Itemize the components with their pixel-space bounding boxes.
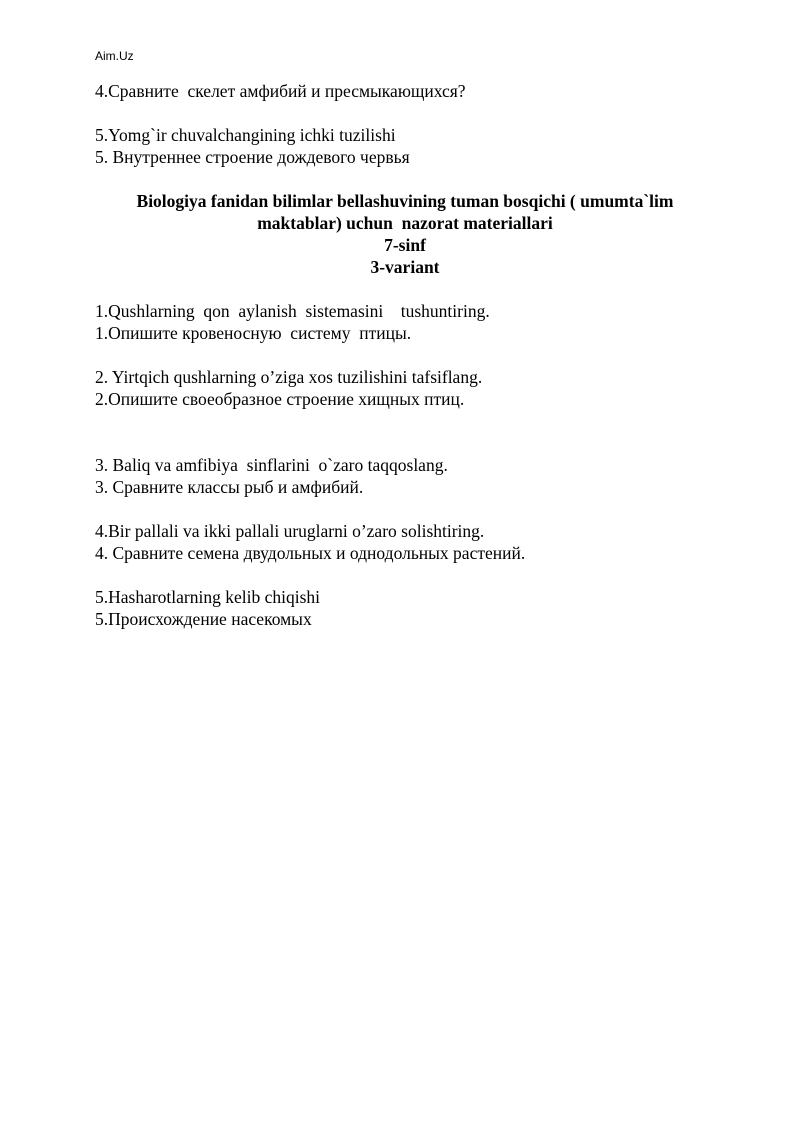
question-2-ru: 2.Опишите своеобразное строение хищных птиц. [95, 389, 465, 409]
variant-label: 3-variant [370, 257, 440, 277]
question-3-uz: 3. Baliq va amfibiya sinflarini o`zaro taqqoslang. [95, 455, 448, 475]
spacer [95, 344, 715, 366]
spacer [95, 498, 715, 520]
title-line-1: Biologiya fanidan bilimlar bellashuvining tuman bosqichi ( umumta`lim [136, 191, 674, 211]
question-5-ru: 5.Происхождение насекомых [95, 609, 312, 629]
title-line-2: maktablar) uchun nazorat materiallari [257, 213, 553, 233]
spacer [95, 102, 715, 124]
question-1-uz: 1.Qushlarning qon aylanish sistemasini tushuntiring. [95, 301, 490, 321]
spacer [95, 564, 715, 586]
question-4-ru: 4. Сравните семена двудольных и однодольных растений. [95, 543, 526, 563]
spacer [95, 278, 715, 300]
question-4-uz: 4.Bir pallali va ikki pallali uruglarni o’zaro solishtiring. [95, 521, 485, 541]
document-title [95, 190, 715, 278]
question-1-ru: 1.Опишите кровеносную систему птицы. [95, 323, 412, 343]
spacer [95, 410, 715, 454]
spacer [95, 168, 715, 190]
question-3-ru: 3. Сравните классы рыб и амфибий. [95, 477, 364, 497]
question-5-uz: 5.Hasharotlarning kelib chiqishi [95, 587, 321, 607]
prev-question-5-uz: 5.Yomg`ir chuvalchangining ichki tuzilishi [95, 125, 396, 145]
prev-question-5-ru: 5. Внутреннее строение дождевого червья [95, 147, 410, 167]
question-2-uz: 2. Yirtqich qushlarning o’ziga xos tuzilishini tafsiflang. [95, 367, 483, 387]
grade-label: 7-sinf [384, 235, 426, 255]
site-label: Aim.Uz [95, 49, 134, 63]
document-body [95, 80, 715, 630]
prev-question-4-ru: 4.Сравните скелет амфибий и пресмыкающихся? [95, 81, 466, 101]
